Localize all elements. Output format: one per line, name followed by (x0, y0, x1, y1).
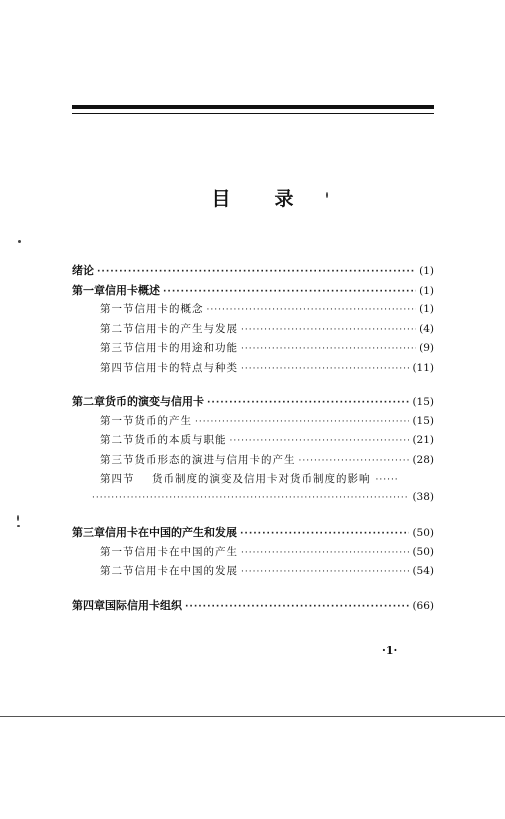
toc-entry-section[interactable] (72, 340, 434, 360)
toc-label: 信用卡在中国的发展 (134, 565, 238, 577)
toc-page: (21) (412, 434, 434, 446)
toc-page: (11) (412, 361, 434, 374)
leader-dots (240, 529, 409, 539)
leader-dots (241, 548, 409, 558)
toc-number: 第一节 (100, 303, 135, 315)
toc-label: 货币的产生 (134, 414, 192, 427)
page-title (0, 184, 505, 211)
leader-dots (241, 567, 409, 577)
toc-page: (15) (412, 414, 434, 427)
toc-label: 信用卡的用途和功能 (134, 342, 238, 354)
toc-page: (15) (412, 396, 434, 408)
toc-number: 第三章 (72, 526, 105, 539)
toc-number: 第一节 (100, 545, 135, 558)
toc-entry-intro[interactable] (72, 262, 434, 282)
toc-label: 国际信用卡组织 (105, 598, 182, 612)
leader-dots (163, 287, 416, 297)
toc-number: 第二章 (72, 395, 105, 408)
toc-label: 信用卡的概念 (134, 303, 204, 315)
toc-page: (1) (419, 265, 434, 277)
toc-entry-section[interactable] (72, 452, 434, 472)
toc-label: 绪论 (72, 264, 94, 277)
leader-dots (185, 602, 409, 612)
toc-entry-section[interactable] (72, 563, 434, 583)
toc-number: 第二节 (100, 565, 135, 577)
toc-page: (38) (412, 490, 434, 503)
toc-number: 第四节 (100, 361, 135, 374)
toc-label: 信用卡概述 (105, 283, 160, 297)
toc-page: (50) (412, 527, 434, 539)
scan-edge-line (0, 716, 505, 717)
leader-dots (207, 398, 409, 408)
leader-dots (241, 325, 416, 335)
toc-entry-section[interactable] (72, 432, 434, 452)
page-number: ·1· (382, 644, 398, 657)
toc-page: (4) (419, 322, 434, 335)
toc-entry-section[interactable] (72, 360, 434, 380)
toc-number: 第二节 (100, 322, 135, 335)
toc-label: 货币的本质与职能 (134, 434, 227, 446)
title-char-1: 目 (211, 188, 231, 210)
toc-entry-section[interactable] (72, 413, 434, 433)
toc-number: 第四节 (100, 473, 135, 485)
toc-number: 第三节 (100, 342, 135, 354)
toc-page: (28) (412, 453, 434, 466)
toc-number: 第二节 (100, 434, 135, 446)
scan-speck (17, 515, 19, 521)
scan-speck (326, 192, 328, 198)
scan-speck (17, 525, 20, 527)
toc-number: 第四章 (72, 598, 105, 612)
toc-page: (66) (412, 599, 434, 612)
toc-number: 第三节 (100, 453, 135, 466)
leader-dots (195, 417, 409, 427)
leader-dots (241, 344, 416, 354)
toc-entry-chapter-2[interactable] (72, 393, 434, 413)
toc-number: 第一章 (72, 283, 105, 297)
toc-label: 信用卡的产生与发展 (134, 322, 238, 335)
leader-dots-trailing: ······ (375, 475, 399, 485)
toc-entry-chapter-1[interactable] (72, 282, 434, 302)
toc-entry-section[interactable] (72, 471, 434, 491)
leader-dots (207, 305, 417, 315)
toc-label: 信用卡的特点与种类 (134, 361, 238, 374)
toc-entry-continuation (72, 491, 434, 511)
leader-dots (230, 436, 410, 446)
table-of-contents (72, 262, 434, 616)
title-char-2: 录 (274, 188, 294, 210)
header-rule-thick (72, 105, 434, 109)
leader-dots (97, 267, 416, 277)
toc-page: (54) (412, 565, 434, 577)
leader-dots (299, 456, 410, 466)
toc-number: 第一节 (100, 414, 135, 427)
scan-speck (18, 240, 21, 243)
toc-label: 信用卡在中国的产生和发展 (105, 526, 237, 539)
leader-dots (241, 364, 409, 374)
toc-entry-section[interactable] (72, 544, 434, 564)
leader-dots (92, 493, 409, 503)
toc-label: 货币形态的演进与信用卡的产生 (134, 453, 296, 466)
toc-page: (1) (419, 284, 434, 297)
toc-page: (9) (419, 342, 434, 354)
toc-entry-section[interactable] (72, 321, 434, 341)
header-rule-thin (72, 113, 434, 114)
toc-page: (50) (412, 545, 434, 558)
toc-label: 信用卡在中国的产生 (134, 545, 238, 558)
toc-entry-chapter-4[interactable] (72, 597, 434, 617)
toc-label: 货币的演变与信用卡 (105, 395, 204, 408)
toc-label: 货币制度的演变及信用卡对货币制度的影响 (152, 473, 371, 485)
toc-page: (1) (419, 303, 434, 315)
toc-entry-chapter-3[interactable] (72, 524, 434, 544)
toc-entry-section[interactable] (72, 301, 434, 321)
